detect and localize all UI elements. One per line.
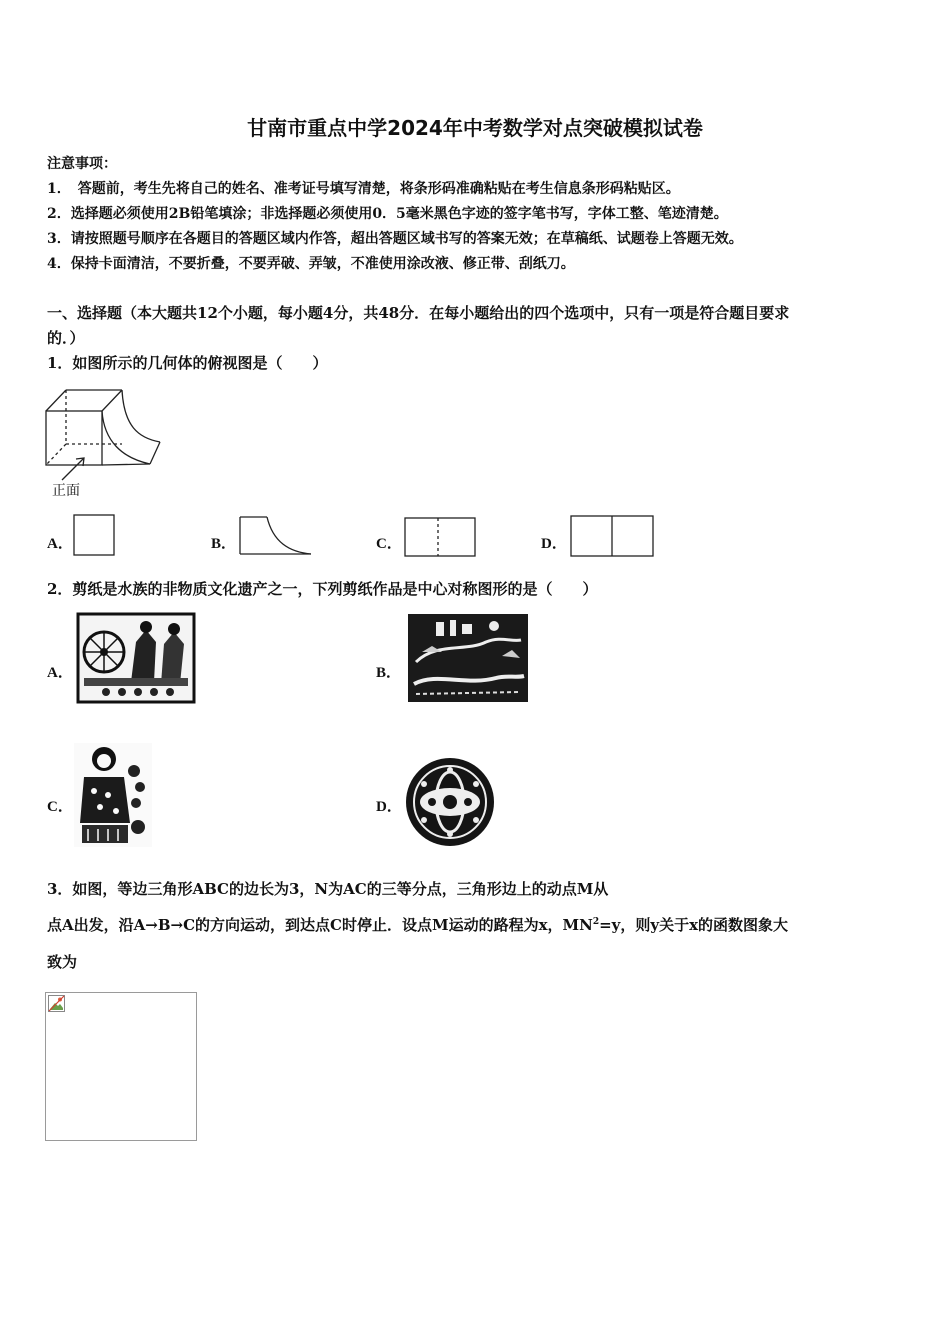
section-heading-cont: 的．） (47, 329, 85, 347)
section-heading: 一、选择题（本大题共12个小题，每小题4分，共48分．在每小题给出的四个选项中，只有一项是符合题目要求 (47, 304, 790, 322)
notice-item: 3．请按照题号顺序在各题目的答题区域内作答，超出答题区域书写的答案无效；在草稿纸、试题卷上答题无效。 (47, 231, 743, 247)
broken-image-placeholder (45, 992, 197, 1141)
option-c-label[interactable]: C． (376, 536, 402, 552)
page-title: 甘南市重点中学2024年中考数学对点突破模拟试卷 (247, 116, 703, 140)
option-b-label[interactable]: B． (211, 536, 237, 552)
option-b-figure[interactable] (237, 514, 313, 558)
broken-image-icon (48, 995, 65, 1012)
option-a-figure[interactable] (73, 514, 117, 558)
front-label: 正面 (52, 483, 80, 499)
option-c-label[interactable]: C． (47, 799, 73, 815)
option-d-figure[interactable] (570, 515, 656, 559)
option-c-figure[interactable] (404, 517, 478, 559)
question-3-line3: 致为 (47, 953, 78, 971)
notice-item: 1． 答题前，考生先将自己的姓名、准考证号填写清楚，将条形码准确粘贴在考生信息条形码粘贴区。 (47, 181, 680, 197)
option-a-label[interactable]: A． (47, 665, 73, 681)
option-d-label[interactable]: D． (376, 799, 402, 815)
option-a-label[interactable]: A． (47, 536, 73, 552)
question-1: 1．如图所示的几何体的俯视图是（ ） (47, 354, 328, 372)
question-2: 2．剪纸是水族的非物质文化遗产之一，下列剪纸作品是中心对称图形的是（ ） (47, 580, 598, 598)
option-d-label[interactable]: D． (541, 536, 567, 552)
papercut-image-c[interactable] (74, 743, 152, 847)
notice-item: 2．选择题必须使用2B铅笔填涂；非选择题必须使用0．5毫米黑色字迹的签字笔书写，字体工整、笔迹清楚。 (47, 206, 728, 222)
question-3-line2: 点A出发，沿A→B→C的方向运动，到达点C时停止．设点M运动的路程为x，$MN^2=y$，则y关于x的函数图象大 (47, 916, 789, 934)
papercut-image-a[interactable] (76, 612, 196, 704)
notice-heading: 注意事项： (47, 156, 117, 172)
question-3-line1: 3．如图，等边三角形ABC的边长为3，N为AC的三等分点，三角形边上的动点M从 (47, 880, 609, 898)
option-b-label[interactable]: B． (376, 665, 402, 681)
geometric-solid-figure (42, 386, 167, 486)
notice-item: 4．保持卡面清洁，不要折叠，不要弄破、弄皱，不准使用涂改液、修正带、刮纸刀。 (47, 256, 575, 272)
papercut-image-d[interactable] (404, 756, 496, 848)
papercut-image-b[interactable] (406, 612, 530, 704)
